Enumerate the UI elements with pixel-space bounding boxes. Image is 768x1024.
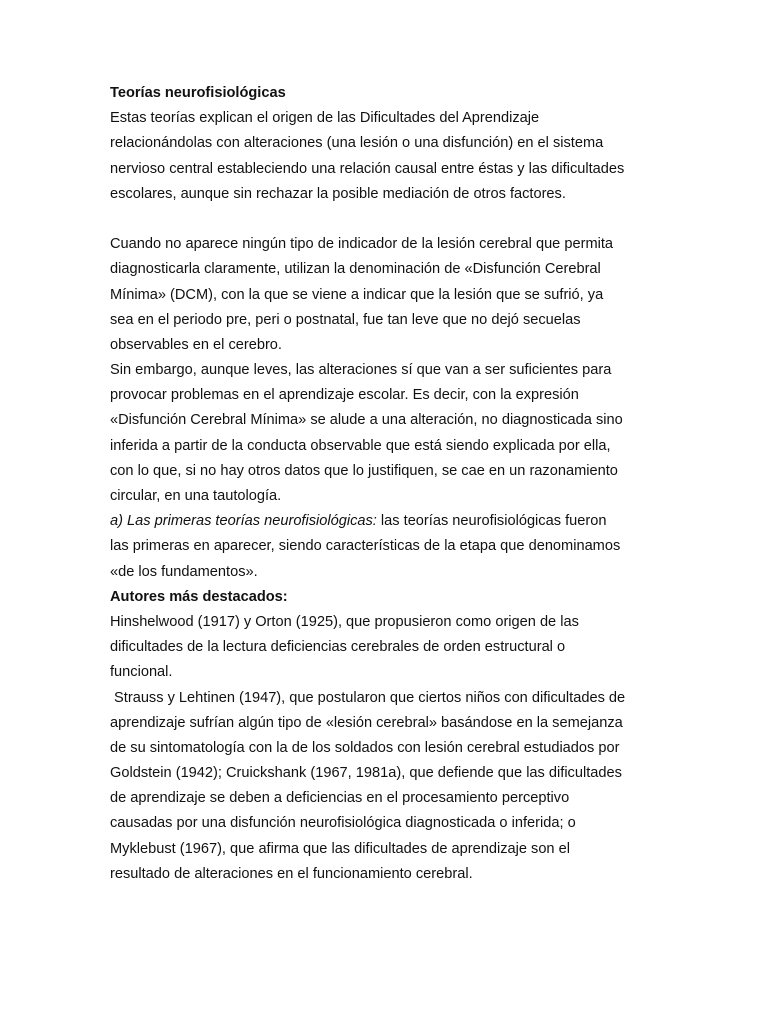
text-line: provocar problemas en el aprendizaje escolar. Es decir, con la expresión bbox=[110, 387, 579, 404]
paragraph-strauss bbox=[110, 686, 665, 888]
text-line: Cuando no aparece ningún tipo de indicador de la lesión cerebral que permita bbox=[110, 236, 614, 253]
text-line: inferida a partir de la conducta observable que está siendo explicada por ella, bbox=[110, 437, 611, 454]
text-line: Sin embargo, aunque leves, las alteraciones sí que van a ser suficientes para bbox=[110, 362, 612, 379]
subsection-heading: Autores más destacados: bbox=[110, 588, 288, 605]
paragraph-spacer bbox=[110, 207, 665, 232]
text-line: observables en el cerebro. bbox=[110, 336, 282, 353]
paragraph-intro bbox=[110, 106, 665, 207]
text-line: «Disfunción Cerebral Mínima» se alude a una alteración, no diagnosticada sino bbox=[110, 412, 623, 429]
text-line: «de los fundamentos». bbox=[110, 563, 258, 580]
text-line: diagnosticarla claramente, utilizan la denominación de «Disfunción Cerebral bbox=[110, 261, 601, 278]
text-line: dificultades de la lectura deficiencias cerebrales de orden estructural o bbox=[110, 639, 566, 656]
text-line: relacionándolas con alteraciones (una lesión o una disfunción) en el sistema bbox=[110, 135, 604, 152]
text-line: Strauss y Lehtinen (1947), que postularon que ciertos niños con dificultades de bbox=[110, 689, 626, 706]
text-line: causadas por una disfunción neurofisiológica diagnosticada o inferida; o bbox=[110, 815, 576, 832]
text-line bbox=[110, 509, 665, 534]
text-line: aprendizaje sufrían algún tipo de «lesión cerebral» basándose en la semejanza bbox=[110, 714, 623, 731]
text-line: sea en el periodo pre, peri o postnatal, fue tan leve que no dejó secuelas bbox=[110, 311, 581, 328]
text-line: Hinshelwood (1917) y Orton (1925), que propusieron como origen de las bbox=[110, 613, 579, 630]
text-line: funcional. bbox=[110, 664, 173, 681]
italic-lead-in: a) Las primeras teorías neurofisiológicas: bbox=[110, 513, 377, 530]
text-line: nervioso central estableciendo una relación causal entre éstas y las dificultades bbox=[110, 160, 625, 177]
text-line: de aprendizaje se deben a deficiencias en el procesamiento perceptivo bbox=[110, 790, 570, 807]
text-line: Mínima» (DCM), con la que se viene a indicar que la lesión que se sufrió, ya bbox=[110, 286, 604, 303]
paragraph-hinshelwood bbox=[110, 610, 665, 686]
text-line: circular, en una tautología. bbox=[110, 488, 282, 504]
text-line: de su sintomatología con la de los soldados con lesión cerebral estudiados por bbox=[110, 739, 620, 756]
text-line: las primeras en aparecer, siendo características de la etapa que denominamos bbox=[110, 538, 621, 555]
paragraph-dcm bbox=[110, 232, 665, 358]
text-line: resultado de alteraciones en el funcionamiento cerebral. bbox=[110, 865, 473, 882]
paragraph-primeras-teorias bbox=[110, 509, 665, 585]
section-heading: Teorías neurofisiológicas bbox=[110, 85, 286, 101]
text-run: las teorías neurofisiológicas fueron bbox=[376, 513, 607, 530]
document-page bbox=[110, 81, 665, 887]
text-line: Myklebust (1967), que afirma que las dificultades de aprendizaje son el bbox=[110, 840, 570, 857]
text-line: Estas teorías explican el origen de las Dificultades del Aprendizaje bbox=[110, 110, 540, 127]
text-line: Goldstein (1942); Cruickshank (1967, 1981a), que defiende que las dificultades bbox=[110, 765, 622, 782]
text-line: con lo que, si no hay otros datos que lo justifiquen, se cae en un razonamiento bbox=[110, 462, 618, 479]
text-line: escolares, aunque sin rechazar la posible mediación de otros factores. bbox=[110, 185, 566, 202]
paragraph-sin-embargo bbox=[110, 358, 665, 509]
